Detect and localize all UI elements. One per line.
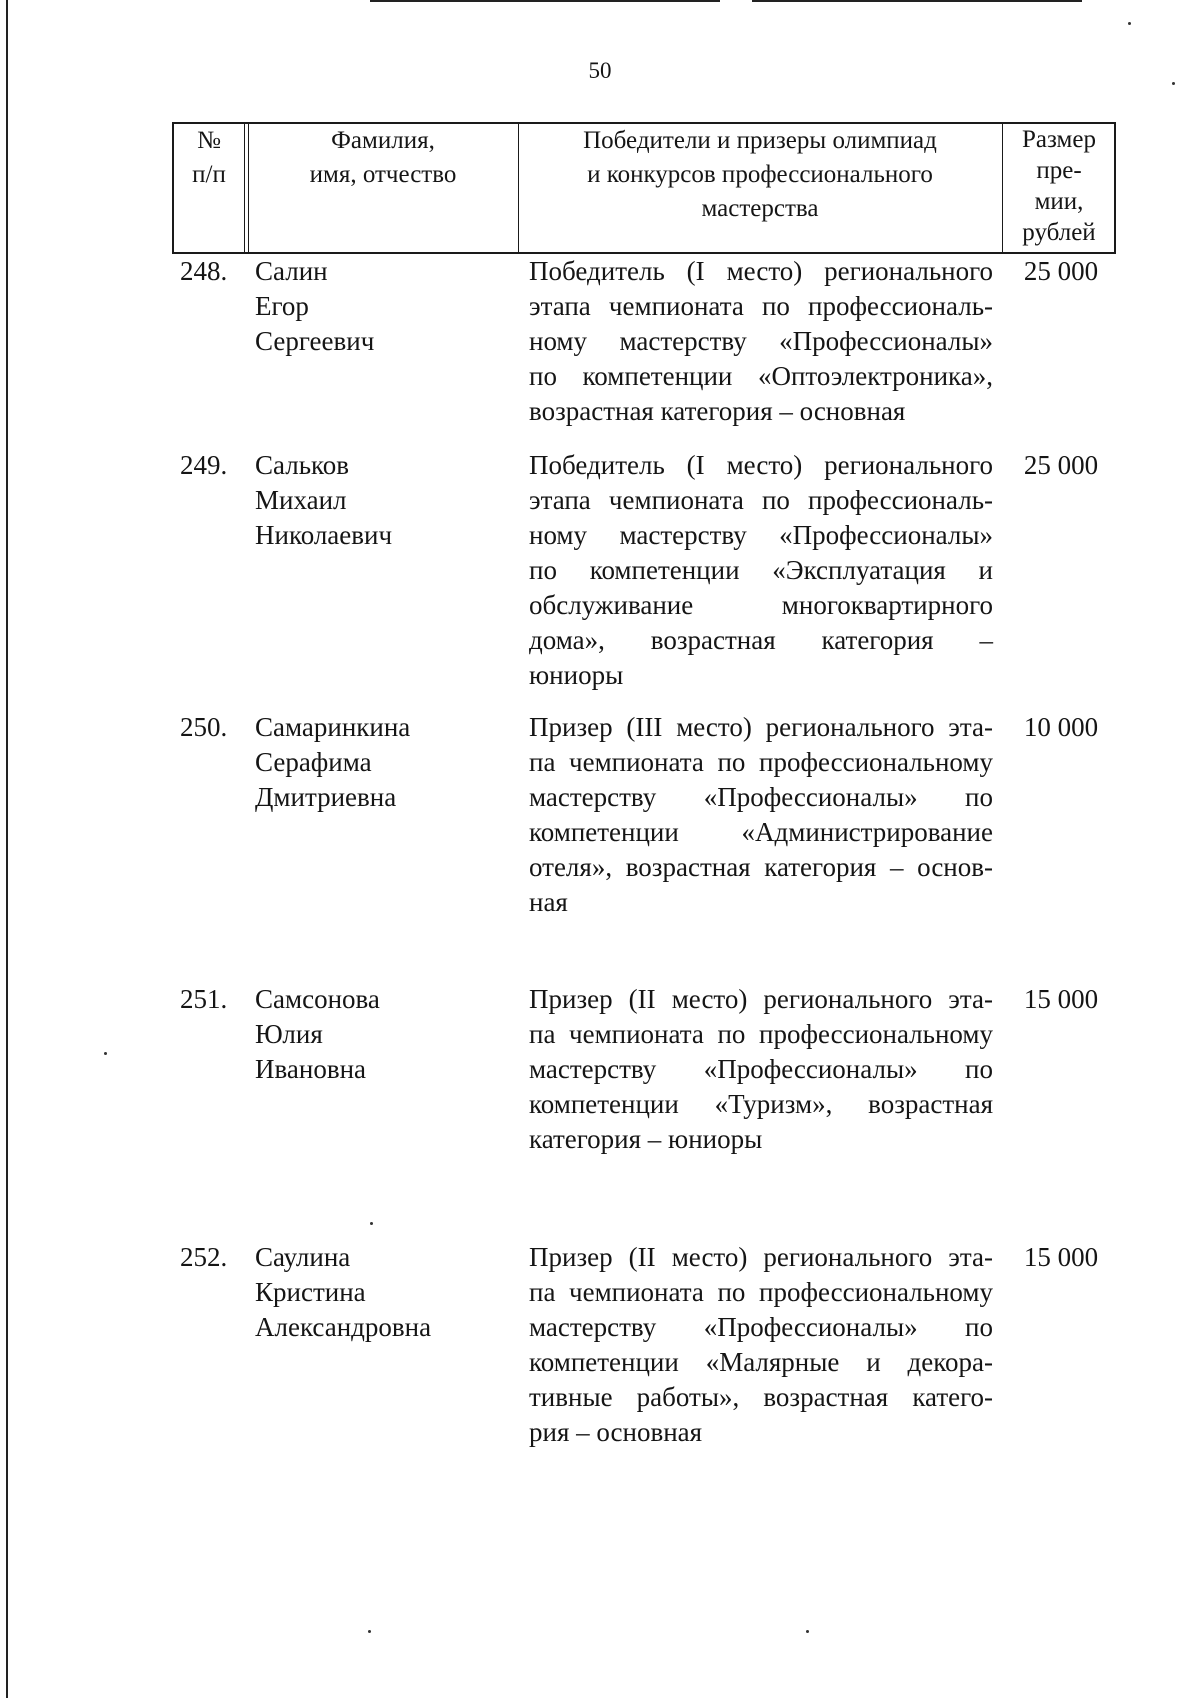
achievement-line: отеля», возрастная категория – основ-	[529, 852, 993, 882]
achievement-text	[529, 254, 993, 429]
person-name: Сальков Михаил Николаевич	[255, 450, 393, 550]
achievement-line: па чемпионата по профессиональному	[529, 1277, 993, 1307]
scan-speck	[368, 1630, 371, 1633]
person-name: Саулина Кристина Александровна	[255, 1242, 432, 1342]
achievement-line: компетенции «Туризм», возрастная	[529, 1089, 993, 1119]
prize-amount: 25 000	[1023, 256, 1099, 286]
achievement-line: категория – юниоры	[529, 1124, 763, 1154]
achievement-line: ному мастерству «Профессионалы»	[529, 520, 993, 550]
scan-speck	[370, 1222, 373, 1225]
achievement-line: ная	[529, 887, 568, 917]
header-full-name: Фамилия, имя, отчество	[309, 127, 457, 188]
scan-edge-top-left	[370, 0, 720, 2]
achievement-line: Призер (II место) регионального эта-	[529, 984, 993, 1014]
achievement-line: мастерству «Профессионалы» по	[529, 1312, 993, 1342]
person-name: Самаринкина Серафима Дмитриевна	[255, 712, 411, 812]
achievement-line: по компетенции «Эксплуатация и	[529, 555, 993, 585]
achievement-line: компетенции «Администрирование	[529, 817, 993, 847]
scan-edge-left	[6, 0, 8, 1698]
achievement-line: возрастная категория – основная	[529, 396, 906, 426]
person-name: Самсонова Юлия Ивановна	[255, 984, 380, 1084]
achievement-line: дома», возрастная категория –	[529, 625, 993, 655]
achievement-line: компетенции «Малярные и декора-	[529, 1347, 993, 1377]
achievement-line: рия – основная	[529, 1417, 703, 1447]
achievement-text	[529, 1240, 993, 1450]
header-number: № п/п	[192, 127, 226, 188]
achievement-line: Призер (III место) регионального эта-	[529, 712, 993, 742]
achievement-line: Победитель (I место) регионального	[529, 256, 993, 286]
achievement-line: этапа чемпионата по профессиональ-	[529, 291, 993, 321]
prize-amount: 10 000	[1023, 712, 1099, 742]
achievement-line: этапа чемпионата по профессиональ-	[529, 485, 993, 515]
row-number: 252.	[180, 1242, 228, 1272]
header-prize-amount: Размер пре- мии, рублей	[1022, 126, 1096, 246]
achievement-line: мастерству «Профессионалы» по	[529, 1054, 993, 1084]
header-achievement: Победители и призеры олимпиад и конкурсов профессионального мастерства	[583, 127, 937, 222]
achievement-line: мастерству «Профессионалы» по	[529, 782, 993, 812]
header-divider	[244, 124, 245, 252]
achievement-text	[529, 982, 993, 1157]
scan-speck	[1128, 22, 1131, 25]
prize-amount: 25 000	[1023, 450, 1099, 480]
row-number: 249.	[180, 450, 228, 480]
achievement-line: по компетенции «Оптоэлектроника»,	[529, 361, 993, 391]
row-number: 248.	[180, 256, 228, 286]
table-header	[172, 122, 1116, 254]
achievement-line: ному мастерству «Профессионалы»	[529, 326, 993, 356]
prize-amount: 15 000	[1023, 1242, 1099, 1272]
scan-speck	[104, 1052, 107, 1055]
achievement-line: обслуживание многоквартирного	[529, 590, 993, 620]
achievement-text	[529, 448, 993, 693]
row-number: 251.	[180, 984, 228, 1014]
scan-speck	[806, 1630, 809, 1633]
row-number: 250.	[180, 712, 228, 742]
prize-amount: 15 000	[1023, 984, 1099, 1014]
achievement-line: Победитель (I место) регионального	[529, 450, 993, 480]
achievement-line: па чемпионата по профессиональному	[529, 1019, 993, 1049]
page-number: 50	[588, 58, 612, 83]
scan-edge-top-right	[752, 0, 1082, 2]
achievement-text	[529, 710, 993, 920]
achievement-line: Призер (II место) регионального эта-	[529, 1242, 993, 1272]
achievement-line: юниоры	[529, 660, 624, 690]
achievement-line: па чемпионата по профессиональному	[529, 747, 993, 777]
achievement-line: тивные работы», возрастная катего-	[529, 1382, 993, 1412]
person-name: Салин Егор Сергеевич	[255, 256, 375, 356]
